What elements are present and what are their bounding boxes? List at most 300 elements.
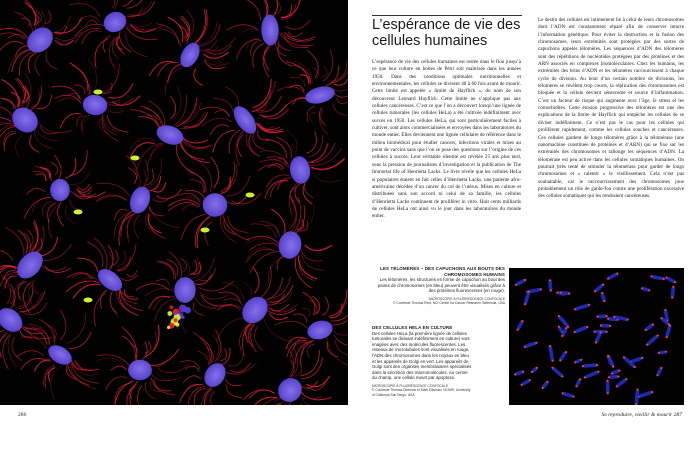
microtubule-fiber bbox=[52, 86, 80, 99]
microtubule-fiber bbox=[146, 169, 154, 185]
telomere-signal bbox=[584, 376, 586, 378]
microtubule-fiber bbox=[69, 4, 100, 17]
telomeres-caption bbox=[372, 266, 505, 306]
telomere-signal bbox=[608, 376, 610, 378]
golgi-apparatus bbox=[74, 210, 83, 215]
microtubule-fiber bbox=[302, 392, 322, 398]
microtubule-fiber bbox=[79, 16, 99, 21]
microtubule-fiber bbox=[288, 31, 303, 36]
telomere-signal bbox=[671, 297, 673, 299]
microtubule-fiber bbox=[137, 385, 145, 405]
microtubule-fiber bbox=[39, 319, 55, 345]
telomere-signal bbox=[609, 325, 611, 327]
microtubule-fiber bbox=[124, 289, 138, 299]
telomere-signal bbox=[652, 323, 654, 325]
telomere-signal bbox=[565, 327, 567, 329]
telomere-signal bbox=[562, 392, 564, 394]
microtubule-fiber bbox=[87, 242, 103, 268]
microtubule-fiber bbox=[305, 245, 332, 251]
telomere-signal bbox=[567, 326, 569, 328]
microtubule-fiber bbox=[180, 385, 203, 404]
microtubule-fiber bbox=[213, 130, 235, 152]
chromosome bbox=[634, 389, 639, 404]
microtubule-fiber bbox=[275, 321, 308, 328]
microtubule-fiber bbox=[241, 28, 258, 33]
microtubule-fiber bbox=[249, 397, 277, 405]
microtubule-fiber bbox=[261, 151, 287, 164]
cell-nucleus bbox=[200, 359, 230, 391]
telomere-signal bbox=[528, 291, 530, 293]
telomere-signal bbox=[617, 375, 619, 377]
cell-nucleus bbox=[45, 341, 75, 368]
telomere-signal bbox=[603, 300, 605, 302]
telomere-signal bbox=[556, 292, 558, 294]
microtubule-fiber bbox=[153, 183, 165, 193]
chromosome bbox=[601, 324, 610, 328]
telomere-signal bbox=[531, 371, 533, 373]
microtubule-fiber bbox=[277, 87, 305, 94]
microtubule-fiber bbox=[210, 125, 229, 135]
telomeres-caption-body: Les télomères, les structures en forme de capuchon au bout des paires de chromosomes (en bleu) peuvent être visualisés grâce à des protéines fluorescentes (en rouge). bbox=[377, 277, 505, 294]
microtubule-fiber bbox=[136, 284, 169, 290]
microtubule-fiber bbox=[180, 142, 205, 160]
microtubule-fiber bbox=[185, 366, 199, 372]
microtubule-fiber bbox=[149, 349, 179, 366]
apoptotic-cell-fragment bbox=[170, 305, 174, 309]
microtubule-fiber bbox=[122, 336, 135, 360]
microtubule-fiber bbox=[0, 124, 15, 139]
microtubule-fiber bbox=[45, 11, 51, 24]
microtubule-fiber bbox=[100, 290, 107, 308]
telomere-signal bbox=[593, 331, 595, 333]
microtubule-fiber bbox=[16, 135, 23, 158]
telomere-signal bbox=[524, 346, 526, 348]
microtubule-fiber bbox=[265, 139, 287, 158]
microtubule-fiber bbox=[122, 327, 137, 361]
microtubule-fiber bbox=[216, 318, 245, 341]
microtubule-fiber bbox=[250, 224, 276, 238]
microtubule-fiber bbox=[96, 196, 128, 202]
microtubule-fiber bbox=[190, 179, 204, 193]
chromosome bbox=[574, 303, 589, 311]
microtubule-fiber bbox=[254, 0, 267, 19]
telomere-signal bbox=[641, 357, 643, 359]
microtubule-fiber bbox=[105, 93, 126, 103]
telomere-signal bbox=[607, 318, 609, 320]
telomere-signal bbox=[663, 278, 665, 280]
cell-nucleus bbox=[288, 155, 312, 185]
microtubule-fiber bbox=[329, 290, 348, 318]
telomere-signal bbox=[549, 345, 551, 347]
microtubule-fiber bbox=[215, 330, 221, 362]
telomere-signal bbox=[582, 365, 584, 367]
telomeres-micrograph bbox=[509, 268, 684, 405]
telomere-signal bbox=[600, 331, 602, 333]
telomere-signal bbox=[524, 303, 526, 305]
telomere-signal bbox=[660, 317, 662, 319]
microtubule-fiber bbox=[182, 204, 197, 211]
microtubule-fiber bbox=[242, 320, 252, 356]
microtubule-fiber bbox=[49, 16, 71, 33]
telomere-signal bbox=[665, 351, 667, 353]
microtubule-fiber bbox=[121, 275, 138, 281]
microtubule-fiber bbox=[40, 244, 71, 260]
telomere-signal bbox=[536, 367, 538, 369]
microtubule-fiber bbox=[102, 64, 120, 94]
microtubule-fiber bbox=[5, 227, 23, 255]
telomere-signal bbox=[561, 375, 563, 377]
microtubule-fiber bbox=[67, 313, 86, 343]
microtubule-fiber bbox=[225, 87, 239, 109]
microtubule-fiber bbox=[0, 326, 1, 341]
telomere-signal bbox=[574, 308, 576, 310]
telomere-signal bbox=[568, 292, 570, 294]
cell-nucleus bbox=[12, 247, 48, 284]
microtubule-fiber bbox=[199, 268, 215, 280]
telomere-signal bbox=[561, 335, 563, 337]
cell-nucleus bbox=[277, 230, 304, 261]
microtubule-fiber bbox=[115, 210, 127, 221]
telomere-signal bbox=[542, 387, 544, 389]
telomere-signal bbox=[574, 361, 576, 363]
microtubule-fiber bbox=[246, 249, 275, 262]
apoptotic-cell-fragment bbox=[176, 323, 180, 327]
microtubule-fiber bbox=[320, 110, 328, 135]
microtubule-fiber bbox=[223, 282, 244, 300]
microtubule-fiber bbox=[26, 188, 45, 194]
microtubule-fiber bbox=[336, 98, 348, 104]
microtubule-fiber bbox=[199, 292, 228, 299]
microtubule-fiber bbox=[215, 110, 228, 116]
microtubule-fiber bbox=[262, 109, 289, 119]
microtubule-fiber bbox=[23, 283, 30, 313]
microtubule-fiber bbox=[1, 275, 10, 304]
cell-nucleus bbox=[303, 84, 336, 107]
telomeres-credit-source: © Courtesie Thomas Ried, NCI Center for Cancer Research, Bethesda, USA bbox=[393, 301, 505, 306]
microtubule-fiber bbox=[199, 281, 234, 291]
microtubule-fiber bbox=[263, 47, 270, 77]
chromosome bbox=[609, 375, 619, 379]
microtubule-fiber bbox=[331, 61, 348, 82]
apoptotic-cell-fragment bbox=[174, 318, 178, 322]
cell-nucleus bbox=[273, 373, 306, 405]
microtubule-fiber bbox=[95, 39, 108, 69]
microtubule-fiber bbox=[109, 38, 115, 70]
microtubule-fiber bbox=[35, 130, 53, 148]
telomere-signal bbox=[574, 331, 576, 333]
telomeres-image bbox=[509, 268, 684, 405]
telomere-signal bbox=[607, 380, 609, 382]
telomere-signal bbox=[666, 336, 668, 338]
telomere-signal bbox=[618, 370, 620, 372]
telomere-signal bbox=[549, 279, 551, 281]
cell-nucleus bbox=[128, 359, 152, 380]
microtubule-fiber bbox=[308, 344, 315, 358]
telomere-signal bbox=[575, 385, 577, 387]
body-paragraph: Le destin des cellules est intimement lié à celui de leurs chromosomes dont l’ADN est constamment réparé afin de conserver intacte l’information génétique. Pour éviter la destruction et la fusion des chromosomes, leurs extrémités sont protégées par des sortes de capuchons appelés télomères. Les séquences d’ADN des télomères sont des répétitions de nucléotides protégées par des protéines et des ARN associés en complexes biomoléculaires. Chez les humains, les extrémités des brins d’ADN et les télomères raccourcissent à chaque cycle de division. Au bout d’un certain nombre de divisions, les télomères se révèlent trop courts, la réplication des chromosomes est bloquée et la cellule devient sénescente et source d’inflammation. C’est un facteur de risque qui augmente avec l’âge, le stress et les comorbidités. Cette érosion progressive des télomères est une des explications de la limite de Hayflick qui empêche les cellules de se diviser indéfiniment. Ce n’est pas le cas pour les cellules qui prolifèrent rapidement, comme les cellules souches et cancéreuses. Ces cellules gardent de longs télomères grâce à la télomérase (une nanomachine constituée de protéines et d’ARN) qui se fixe sur les extrémités des chromosomes et rallonge les séquences d’ADN. La télomérase est peu active dans les cellules somatiques humaines. On pourrait (très tenté de stimuler la télomérase pour garder de longs chromosomes et « ralentir » le vieillissement. Cela n’est pas souhaitable, car le raccourcissement des chromosomes joue probablement un rôle de garde-fou contre une prolifération excessive des cellules somatiques qui les rendraient cancéreuses. bbox=[538, 17, 684, 200]
microtubule-fiber bbox=[186, 190, 206, 200]
microtubule-fiber bbox=[205, 222, 212, 246]
telomere-signal bbox=[607, 278, 609, 280]
microtubule-fiber bbox=[34, 226, 44, 253]
apoptotic-cell-fragment bbox=[167, 311, 172, 316]
telomere-signal bbox=[522, 371, 524, 373]
telomere-signal bbox=[607, 392, 609, 394]
microtubule-fiber bbox=[159, 261, 175, 280]
microtubule-fiber bbox=[0, 107, 12, 117]
microtubule-fiber bbox=[267, 225, 278, 234]
microtubule-fiber bbox=[335, 340, 348, 355]
microtubule-fiber bbox=[18, 284, 33, 307]
hela-caption-heading: DES CELLULES HELA EN CULTURE bbox=[372, 325, 453, 330]
microtubule-fiber bbox=[271, 0, 277, 18]
microtubule-fiber bbox=[127, 0, 147, 8]
microtubule-fiber bbox=[130, 381, 138, 405]
microtubule-fiber bbox=[276, 40, 287, 56]
microtubule-fiber bbox=[70, 199, 82, 210]
microtubule-fiber bbox=[153, 196, 172, 202]
microtubule-fiber bbox=[46, 51, 57, 69]
microtubule-fiber bbox=[202, 118, 233, 126]
microtubule-fiber bbox=[273, 404, 282, 405]
chromosome bbox=[548, 280, 552, 290]
microtubule-fiber bbox=[181, 103, 197, 122]
apoptotic-cell-fragment bbox=[167, 326, 170, 329]
telomere-signal bbox=[521, 320, 523, 322]
microtubule-fiber bbox=[186, 170, 204, 192]
microtubule-fiber bbox=[253, 79, 271, 108]
microtubule-fiber bbox=[281, 0, 301, 18]
microtubule-fiber bbox=[103, 115, 118, 135]
microtubule-fiber bbox=[54, 155, 61, 180]
microtubule-fiber bbox=[58, 202, 64, 226]
microtubule-fiber bbox=[45, 266, 71, 272]
microtubule-fiber bbox=[51, 368, 59, 399]
microtubule-fiber bbox=[77, 184, 89, 190]
telomere-signal bbox=[597, 371, 599, 373]
microtubule-fiber bbox=[180, 113, 205, 129]
golgi-apparatus bbox=[84, 298, 93, 303]
telomere-signal bbox=[616, 385, 618, 387]
microtubule-fiber bbox=[310, 112, 316, 123]
microtubule-fiber bbox=[263, 317, 292, 342]
microtubule-fiber bbox=[157, 262, 174, 279]
microtubule-fiber bbox=[48, 206, 57, 238]
microtubule-fiber bbox=[295, 257, 311, 288]
microtubule-fiber bbox=[168, 17, 183, 42]
microtubule-fiber bbox=[240, 323, 251, 351]
telomere-signal bbox=[572, 395, 574, 397]
microtubule-fiber bbox=[66, 158, 76, 178]
hela-credit-source: © Courtesie Thomas Deerinck et Mark Ellisman, NCMIR, University of California San Diego, USA bbox=[372, 388, 471, 397]
hela-caption-body: Des cellules HeLa (la première lignée de cellules tumorales se divisant indéfiniment en culture) sont imagées avec des molécules fluorescentes. Les réseaux de microtubules sont visualisés en rouge, l’ADN des chromosomes dans les noyaux en bleu et les appareils de Golgi en vert. Les appareils de Golgi sont des organites membranaires spécialisés dans la sécrétion des macromolécules. Au centre du champ, une cellule meurt par apoptose. bbox=[372, 330, 472, 381]
microtubule-fiber bbox=[190, 260, 197, 275]
telomere-signal bbox=[606, 331, 608, 333]
telomere-signal bbox=[514, 373, 516, 375]
telomere-signal bbox=[651, 391, 653, 393]
microtubule-fiber bbox=[211, 157, 219, 188]
apoptotic-cell-fragment bbox=[182, 316, 185, 319]
microtubule-fiber bbox=[24, 197, 51, 218]
hela-cells-image bbox=[0, 0, 348, 405]
microtubule-fiber bbox=[54, 95, 81, 102]
microtubule-fiber bbox=[134, 215, 140, 239]
microtubule-fiber bbox=[97, 355, 129, 367]
microtubule-fiber bbox=[142, 342, 147, 360]
microtubule-fiber bbox=[306, 131, 316, 153]
telomere-signal bbox=[648, 289, 650, 291]
telomere-signal bbox=[552, 360, 554, 362]
telomere-signal bbox=[558, 315, 560, 317]
microtubule-fiber bbox=[73, 284, 101, 298]
telomere-signal bbox=[674, 281, 676, 283]
telomere-signal bbox=[625, 378, 627, 380]
telomere-signal bbox=[607, 355, 609, 357]
microtubule-fiber bbox=[114, 212, 132, 238]
microtubule-fiber bbox=[2, 79, 19, 107]
microtubule-fiber bbox=[127, 212, 136, 238]
telomere-signal bbox=[596, 316, 598, 318]
page-number-left: 286 bbox=[18, 412, 27, 418]
telomere-signal bbox=[600, 324, 602, 326]
microtubule-fiber bbox=[182, 137, 208, 144]
chromosome bbox=[600, 293, 606, 302]
chromosome bbox=[670, 287, 675, 298]
telomere-signal bbox=[658, 352, 660, 354]
microtubule-fiber bbox=[322, 66, 327, 78]
microtubule-fiber bbox=[194, 295, 216, 308]
microtubule-fiber bbox=[303, 292, 315, 315]
cell-nucleus bbox=[202, 193, 227, 217]
chromosome bbox=[574, 325, 588, 333]
microtubule-fiber bbox=[227, 25, 259, 30]
title-rule bbox=[372, 15, 522, 16]
telomere-signal bbox=[657, 335, 659, 337]
hela-cells-micrograph bbox=[0, 0, 348, 405]
microtubule-fiber bbox=[123, 0, 137, 6]
microtubule-fiber bbox=[94, 293, 106, 326]
microtubule-fiber bbox=[170, 96, 175, 119]
microtubule-fiber bbox=[126, 26, 157, 39]
microtubule-fiber bbox=[278, 38, 291, 51]
microtubule-fiber bbox=[247, 236, 278, 243]
microtubule-fiber bbox=[66, 281, 100, 292]
microtubule-fiber bbox=[293, 404, 304, 405]
microtubule-fiber bbox=[239, 0, 261, 20]
microtubule-fiber bbox=[127, 211, 137, 243]
cell-nucleus bbox=[100, 8, 129, 35]
microtubule-fiber bbox=[35, 55, 40, 76]
microtubule-fiber bbox=[18, 230, 28, 253]
cell-nucleus bbox=[81, 93, 108, 117]
telomere-signal bbox=[672, 286, 674, 288]
microtubule-fiber bbox=[222, 213, 249, 241]
telomere-signal bbox=[596, 364, 598, 366]
telomere-signal bbox=[558, 326, 560, 328]
microtubule-fiber bbox=[270, 181, 288, 197]
chromosome bbox=[524, 341, 537, 348]
telomere-signal bbox=[613, 316, 615, 318]
apoptotic-cell-fragment bbox=[184, 307, 191, 314]
cell-nucleus bbox=[126, 184, 153, 216]
telomere-signal bbox=[664, 309, 666, 311]
microtubule-fiber bbox=[304, 181, 313, 198]
telomere-signal bbox=[524, 279, 526, 281]
microtubule-fiber bbox=[255, 326, 263, 351]
golgi-apparatus bbox=[94, 90, 103, 95]
hela-caption bbox=[372, 325, 472, 397]
microtubule-fiber bbox=[225, 379, 242, 386]
microtubule-fiber bbox=[96, 195, 125, 201]
microtubule-fiber bbox=[252, 267, 259, 294]
telomere-signal bbox=[579, 378, 581, 380]
microtubule-fiber bbox=[327, 342, 338, 357]
cell-nucleus bbox=[229, 102, 261, 137]
microtubule-fiber bbox=[286, 130, 297, 155]
microtubule-fiber bbox=[60, 114, 81, 129]
microtubule-fiber bbox=[333, 103, 348, 115]
microtubule-fiber bbox=[117, 37, 125, 54]
telomere-signal bbox=[540, 288, 542, 290]
microtubule-fiber bbox=[260, 221, 280, 237]
telomere-signal bbox=[650, 275, 652, 277]
telomere-signal bbox=[646, 344, 648, 346]
telomere-signal bbox=[602, 284, 604, 286]
hela-caption-credit bbox=[372, 384, 472, 397]
telomeres-caption-heading: LES TÉLOMÈRES – DES CAPUCHONS AUX BOUTS DES CHROMOSOMES HUMAINS bbox=[380, 266, 505, 277]
chromosome bbox=[606, 381, 610, 394]
cell-nucleus bbox=[50, 179, 70, 202]
microtubule-fiber bbox=[259, 266, 271, 299]
microtubule-fiber bbox=[158, 62, 179, 76]
telomere-signal bbox=[606, 315, 608, 317]
microtubule-fiber bbox=[244, 283, 252, 298]
microtubule-fiber bbox=[41, 12, 45, 28]
cell-nucleus bbox=[261, 14, 279, 46]
microtubule-fiber bbox=[18, 293, 42, 313]
microtubule-fiber bbox=[181, 103, 201, 124]
chromosome bbox=[523, 291, 530, 304]
microtubule-fiber bbox=[14, 280, 25, 308]
chromosome bbox=[665, 325, 672, 338]
microtubule-fiber bbox=[271, 209, 285, 234]
cell-nucleus bbox=[174, 277, 197, 304]
microtubule-fiber bbox=[250, 40, 262, 56]
microtubule-fiber bbox=[82, 31, 101, 45]
telomere-signal bbox=[515, 284, 517, 286]
telomere-signal bbox=[595, 341, 597, 343]
microtubule-fiber bbox=[149, 296, 170, 308]
microtubule-fiber bbox=[120, 289, 143, 310]
telomere-signal bbox=[636, 388, 638, 390]
microtubule-fiber bbox=[30, 135, 39, 152]
microtubule-fiber bbox=[36, 174, 46, 181]
microtubule-fiber bbox=[220, 216, 235, 243]
microtubule-fiber bbox=[157, 373, 182, 381]
microtubule-fiber bbox=[131, 25, 156, 32]
microtubule-fiber bbox=[111, 366, 127, 370]
microtubule-fiber bbox=[205, 60, 225, 69]
telomere-signal bbox=[611, 372, 613, 374]
microtubule-fiber bbox=[301, 250, 322, 261]
microtubule-fiber bbox=[183, 376, 201, 383]
microtubule-fiber bbox=[194, 69, 203, 86]
microtubule-fiber bbox=[127, 270, 137, 277]
microtubule-fiber bbox=[110, 290, 119, 317]
microtubule-fiber bbox=[210, 391, 215, 405]
telomere-signal bbox=[588, 304, 590, 306]
microtubule-fiber bbox=[200, 107, 230, 116]
